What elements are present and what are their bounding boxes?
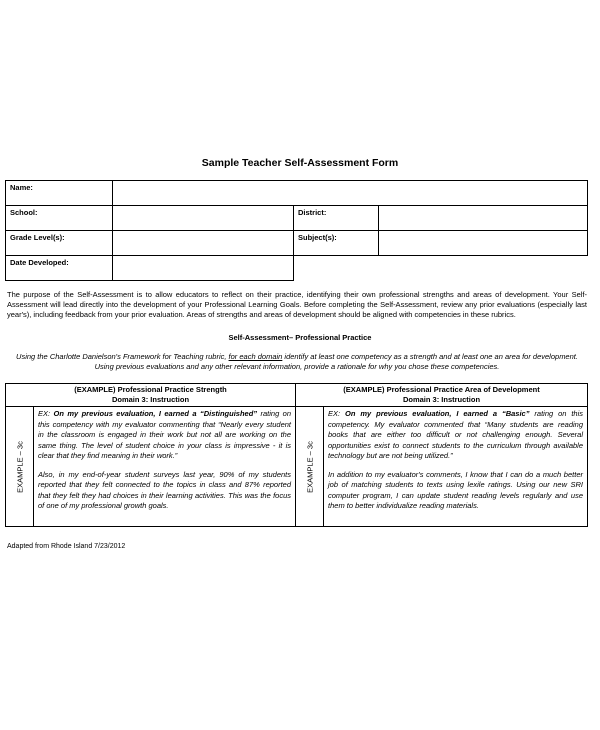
table-row [6, 256, 588, 281]
date-field[interactable] [113, 256, 294, 281]
subject-field[interactable] [379, 231, 588, 256]
subject-label: Subject(s): [294, 231, 379, 256]
side-label-cell [296, 407, 324, 527]
example-table [5, 383, 588, 527]
side-label: EXAMPLE – 3c [15, 440, 24, 493]
page-title: Sample Teacher Self-Assessment Form [201, 157, 399, 169]
district-label: District: [294, 206, 379, 231]
table-row [6, 181, 588, 206]
side-label-cell [6, 407, 34, 527]
strength-text: EX: On my previous evaluation, I earned a “Distinguished” rating on this competency with my evaluator commenting that “Nearly every student in the classroom is engaged in their work but not all are working on the same thing. The level of student choice in your class is impressive - it is clear that they find meaning in their work.” Also, in my end-of-year student surveys last year, 90% of my students reported that they felt connected to the topics in class and 87% reported that they felt they had choices in their learning activities. This was the focus of one of my professional growth goals. [34, 407, 296, 527]
underlined-phrase: for each domain [228, 352, 283, 361]
date-label: Date Developed: [6, 256, 113, 281]
development-text: EX: On my previous evaluation, I earned a “Basic” rating on this competency. My evaluator commented that “Many students are reading books that are either too difficult or not challenging enough. Several opportunities exist to connect students to the curriculum through available technology but are not being utilized.” In addition to my evaluator's comments, I know that I can do a much better job of matching students to texts using lexile ratings. Using our new SRI computer program, I can update student reading levels regularly and use them to better individualize reading materials. [324, 407, 588, 527]
school-label: School: [6, 206, 113, 231]
name-label: Name: [6, 181, 113, 206]
info-table [5, 180, 588, 281]
strength-header: (EXAMPLE) Professional Practice Strength Domain 3: Instruction [6, 384, 296, 407]
table-row [6, 206, 588, 231]
school-field[interactable] [113, 206, 294, 231]
district-field[interactable] [379, 206, 588, 231]
grade-field[interactable] [113, 231, 294, 256]
table-row [6, 384, 588, 407]
table-row [6, 231, 588, 256]
name-field[interactable] [113, 181, 588, 206]
section-heading: Self-Assessment– Professional Practice [228, 333, 372, 342]
footer-note: Adapted from Rhode Island 7/23/2012 [7, 543, 126, 550]
grade-label: Grade Level(s): [6, 231, 113, 256]
side-label: EXAMPLE – 3c [305, 440, 315, 493]
purpose-paragraph: The purpose of the Self-Assessment is to allow educators to reflect on their practice, identifying their own professional strengths and areas of development. Your Self-Assessment will lead directly into the development of your Professional Learning Goals. Before completing the Self-Assessment, review any prior evaluations (especially last year's), including feedback from your prior evaluation. Areas of strengths and areas of development should be aligned with competencies in these rubrics. [7, 290, 587, 319]
table-row [6, 407, 588, 527]
instructions-paragraph: Using the Charlotte Danielson's Framework for Teaching rubric, for each domain identify at least one competency as a strength and at least one an area for development. Using previous evaluations and any other relevant information, provide a rationale for why you chose these competencies. [16, 352, 578, 371]
development-header: (EXAMPLE) Professional Practice Area of Development Domain 3: Instruction [296, 384, 588, 407]
